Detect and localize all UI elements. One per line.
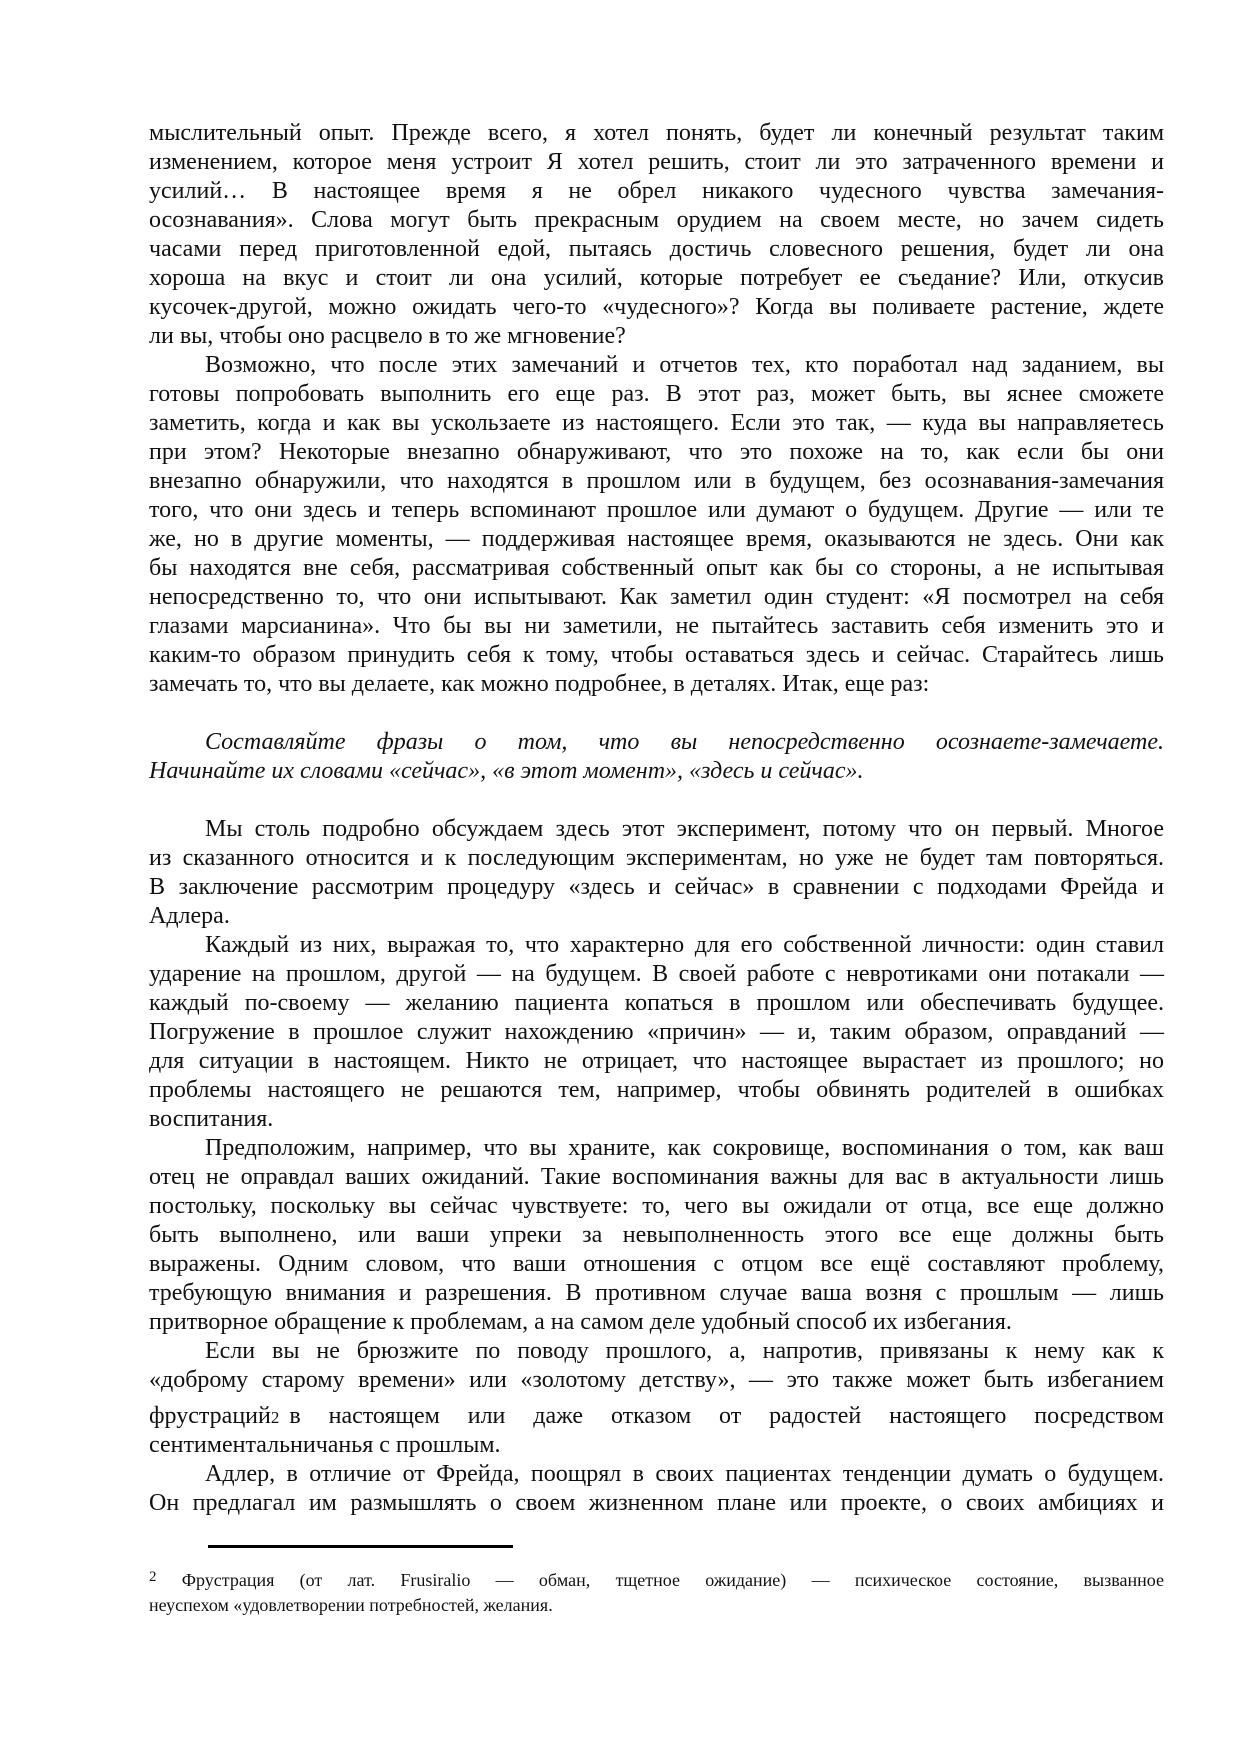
paragraph [149, 119, 1164, 351]
footnote-text: Фрустрация (от лат. Frusiralio — обман, тщетное ожидание) — психическое состояние, вызванное [181, 1570, 1164, 1590]
text-line: бы находятся вне себя, рассматривая собственный опыт как бы со стороны, а не испытывая [149, 555, 1164, 581]
text-line: Начинайте их словами «сейчас», «в этот момент», «здесь и сейчас». [149, 758, 864, 784]
paragraph [149, 1337, 1164, 1460]
paragraph [149, 815, 1164, 931]
text-line: глазами марсианина». Что бы вы ни заметили, не пытайтесь заставить себя изменить это и [149, 613, 1164, 639]
word: даже [533, 1403, 584, 1429]
text-line: того, что они здесь и теперь вспоминают прошлое или думают о будущем. Другие — или те [149, 497, 1164, 523]
text-line: притворное обращение к проблемам, а на самом деле удобный способ их избегания. [149, 1309, 1012, 1335]
text-line: каким-то образом принудить себя к тому, чтобы оставаться здесь и сейчас. Старайтесь лишь [149, 642, 1164, 668]
text-line: из сказанного относится и к последующим экспериментам, но уже не будет там повторяться. [149, 845, 1164, 871]
text-line: В заключение рассмотрим процедуру «здесь и сейчас» в сравнении с подходами Фрейда и [149, 874, 1164, 900]
text-fragment [279, 1402, 1164, 1431]
text-line: непосредственно то, что они испытывают. Как заметил один студент: «Я посмотрел на себя [149, 584, 1164, 610]
text-line: Возможно, что после этих замечаний и отчетов тех, кто поработал над заданием, вы [205, 352, 1164, 378]
blank-line [149, 786, 1164, 815]
text-line: «доброму старому времени» или «золотому детству», — это также может быть избеганием [149, 1367, 1164, 1393]
text-line: отец не оправдал ваших ожиданий. Такие воспоминания важны для вас в актуальности лишь [149, 1164, 1164, 1190]
text-line: Каждый из них, выражая то, что характерно для его собственной личности: один ставил [205, 932, 1164, 958]
text-line: воспитания. [149, 1106, 274, 1132]
word: отказом [610, 1403, 692, 1429]
text-line: требующую внимания и разрешения. В противном случае ваша возня с прошлым — лишь [149, 1280, 1164, 1306]
text-line: усилий… В настоящее время я не обрел никакого чудесного чувства замечания- [149, 178, 1164, 204]
text-line: фрустраций 2 в настоящем или даже отказом от радостей настоящего посредством [149, 1403, 1164, 1429]
word: от [719, 1403, 742, 1429]
text-line: Составляйте фразы о том, что вы непосредственно осознаете-замечаете. [205, 729, 1164, 755]
paragraph [149, 1460, 1164, 1518]
text-line: Адлер, в отличие от Фрейда, поощрял в своих пациентах тенденции думать о будущем. [205, 1461, 1164, 1487]
text-line: быть выполнено, или ваши упреки за невыполненность этого все еще должны быть [149, 1222, 1164, 1248]
text-line: Если вы не брюзжите по поводу прошлого, а, напротив, привязаны к нему как к [205, 1338, 1164, 1364]
text-line: кусочек-другой, можно ожидать чего-то «чудесного»? Когда вы поливаете растение, ждете [149, 294, 1164, 320]
text-line: выражены. Одним словом, что ваши отношения с отцом все ещё составляют проблему, [149, 1251, 1164, 1277]
footnote-line: неуспехом «удовлетворении потребностей, желания. [149, 1595, 553, 1615]
text-line: постольку, поскольку вы сейчас чувствуете: то, чего вы ожидали от отца, все еще должно [149, 1193, 1164, 1219]
text-line: изменением, которое меня устроит Я хотел решить, стоит ли это затраченного времени и [149, 149, 1164, 175]
text-line: Предположим, например, что вы храните, как сокровище, воспоминания о том, как ваш [205, 1135, 1164, 1161]
text-line: замечать то, что вы делаете, как можно подробнее, в деталях. Итак, еще раз: [149, 671, 930, 697]
text-line: мыслительный опыт. Прежде всего, я хотел понять, будет ли конечный результат таким [149, 120, 1164, 146]
word: настоящего [889, 1403, 1007, 1429]
text-line: ударение на прошлом, другой — на будущем. В своей работе с невротиками они потакали — [149, 961, 1164, 987]
text-line: хороша на вкус и стоит ли она усилий, которые потребует ее съедание? Или, откусив [149, 265, 1164, 291]
italic-instruction [149, 728, 1164, 786]
text-line: готовы попробовать выполнить его еще раз. В этот раз, может быть, вы яснее сможете [149, 381, 1164, 407]
word: или [467, 1403, 506, 1429]
text-line: сентиментальничанья с прошлым. [149, 1432, 501, 1458]
word: посредством [1034, 1403, 1164, 1429]
text-line: каждый по-своему — желанию пациента копаться в прошлом или обеспечивать будущее. [149, 990, 1164, 1016]
text-line: при этом? Некоторые внезапно обнаруживают, что это похоже на то, как если бы они [149, 439, 1164, 465]
text-line: Он предлагал им размышлять о своем жизненном плане или проекте, о своих амбициях и [149, 1490, 1164, 1516]
footnote-marker: 2 [149, 1569, 157, 1585]
text-line: Адлера. [149, 903, 230, 929]
text-line: часами перед приготовленной едой, пытаясь достичь словесного решения, будет ли она [149, 236, 1164, 262]
word: радостей [769, 1403, 862, 1429]
page-body [149, 119, 1164, 1518]
paragraph [149, 351, 1164, 699]
text-line: Мы столь подробно обсуждаем здесь этот эксперимент, потому что он первый. Многое [205, 816, 1164, 842]
text-line: заметить, когда и как вы ускользаете из настоящего. Если это так, — куда вы направляетесь [149, 410, 1164, 436]
paragraph [149, 931, 1164, 1134]
paragraph [149, 1134, 1164, 1337]
text-line: для ситуации в настоящем. Никто не отрицает, что настоящее вырастает из прошлого; но [149, 1048, 1164, 1074]
word: в [289, 1403, 301, 1429]
footnote-line [149, 1568, 1164, 1593]
word: настоящем [328, 1403, 440, 1429]
footnote [149, 1568, 1164, 1618]
text-line: ли вы, чтобы оно расцвело в то же мгновение? [149, 323, 626, 349]
text-line: внезапно обнаружили, что находятся в прошлом или в будущем, без осознавания-замечания [149, 468, 1164, 494]
text-line: же, но в другие моменты, — поддерживая настоящее время, оказываются не здесь. Они как [149, 526, 1164, 552]
text-line: проблемы настоящего не решаются тем, например, чтобы обвинять родителей в ошибках [149, 1077, 1164, 1103]
text-line: Погружение в прошлое служит нахождению «причин» — и, таким образом, оправданий — [149, 1019, 1164, 1045]
text-fragment: фрустраций [149, 1403, 271, 1429]
blank-line [149, 699, 1164, 728]
text-line: осознавания». Слова могут быть прекрасным орудием на своем месте, но зачем сидеть [149, 207, 1164, 233]
footnote-divider [208, 1545, 513, 1548]
